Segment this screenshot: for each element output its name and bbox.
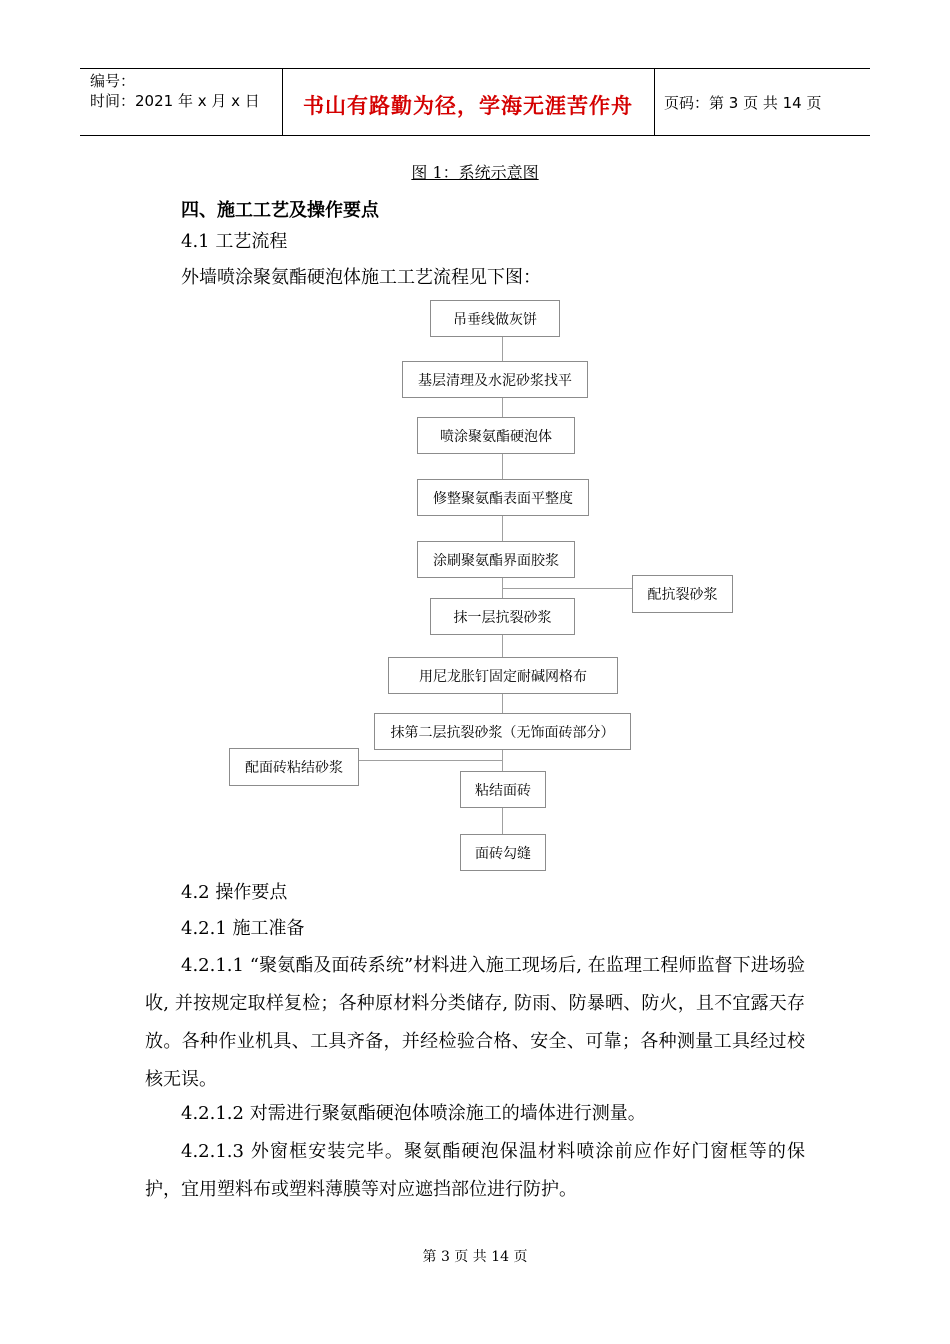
header-bottom-border <box>80 135 870 136</box>
flow-step-1: 吊垂线做灰饼 <box>430 300 560 337</box>
header-divider-right <box>654 68 655 136</box>
page-footer: 第 3 页 共 14 页 <box>422 1249 528 1265</box>
flow-step-9: 粘结面砖 <box>460 771 546 808</box>
flow-step-5: 涂刷聚氨酯界面胶浆 <box>417 541 575 578</box>
figure-caption: 图 1：系统示意图 <box>411 163 539 182</box>
flow-step-4: 修整聚氨酯表面平整度 <box>417 479 589 516</box>
paragraph-4-2-1-2: 4.2.1.2 对需进行聚氨酯硬泡体喷涂施工的墙体进行测量。 <box>181 1103 646 1124</box>
paragraph-4-2-1-1: 4.2.1.1 “聚氨酯及面砖系统”材料进入施工现场后, 在监理工程师监督下进场验收, 并按规定取样复检；各种原材料分类储存, 防雨、防暴晒、防火，且不宜露天存放。各种作业机具、工具齐备，并经检验合格、安全、可靠；各种测量工具经过校核无误。 <box>145 955 805 1090</box>
flow-step-2: 基层清理及水泥砂浆找平 <box>402 361 588 398</box>
flow-step-7: 用尼龙胀钉固定耐碱网格布 <box>388 657 618 694</box>
flow-step-8: 抹第二层抗裂砂浆（无饰面砖部分） <box>374 713 631 750</box>
flow-main-connector <box>502 336 503 835</box>
flow-side-right: 配抗裂砂浆 <box>632 575 733 613</box>
header-page-label: 页码：第 3 页 共 14 页 <box>664 94 822 112</box>
paragraph-4-2-1-3: 4.2.1.3 外窗框安装完毕。聚氨酯硬泡保温材料喷涂前应作好门窗框等的保护，宜用塑料布或塑料薄膜等对应遮挡部位进行防护。 <box>145 1141 805 1200</box>
flow-intro: 外墙喷涂聚氨酯硬泡体施工工艺流程见下图： <box>181 267 541 288</box>
subsection-heading-4-2: 4.2 操作要点 <box>181 882 288 903</box>
header-motto: 书山有路勤为径，学海无涯苦作舟 <box>303 94 633 118</box>
flow-step-6: 抹一层抗裂砂浆 <box>430 598 575 635</box>
subsection-heading-4-1: 4.1 工艺流程 <box>181 231 288 252</box>
section-heading: 四、施工工艺及操作要点 <box>181 200 379 221</box>
header-top-border <box>80 68 870 69</box>
flow-step-3: 喷涂聚氨酯硬泡体 <box>417 417 575 454</box>
flow-step-10: 面砖勾缝 <box>460 834 546 871</box>
subsection-heading-4-2-1: 4.2.1 施工准备 <box>181 918 305 939</box>
flow-right-connector <box>503 588 632 589</box>
document-date-label: 时间：2021 年 x 月 x 日 <box>90 92 260 110</box>
flow-left-connector <box>358 760 502 761</box>
document-number-label: 编号： <box>90 72 136 90</box>
flow-side-left: 配面砖粘结砂浆 <box>229 748 359 786</box>
